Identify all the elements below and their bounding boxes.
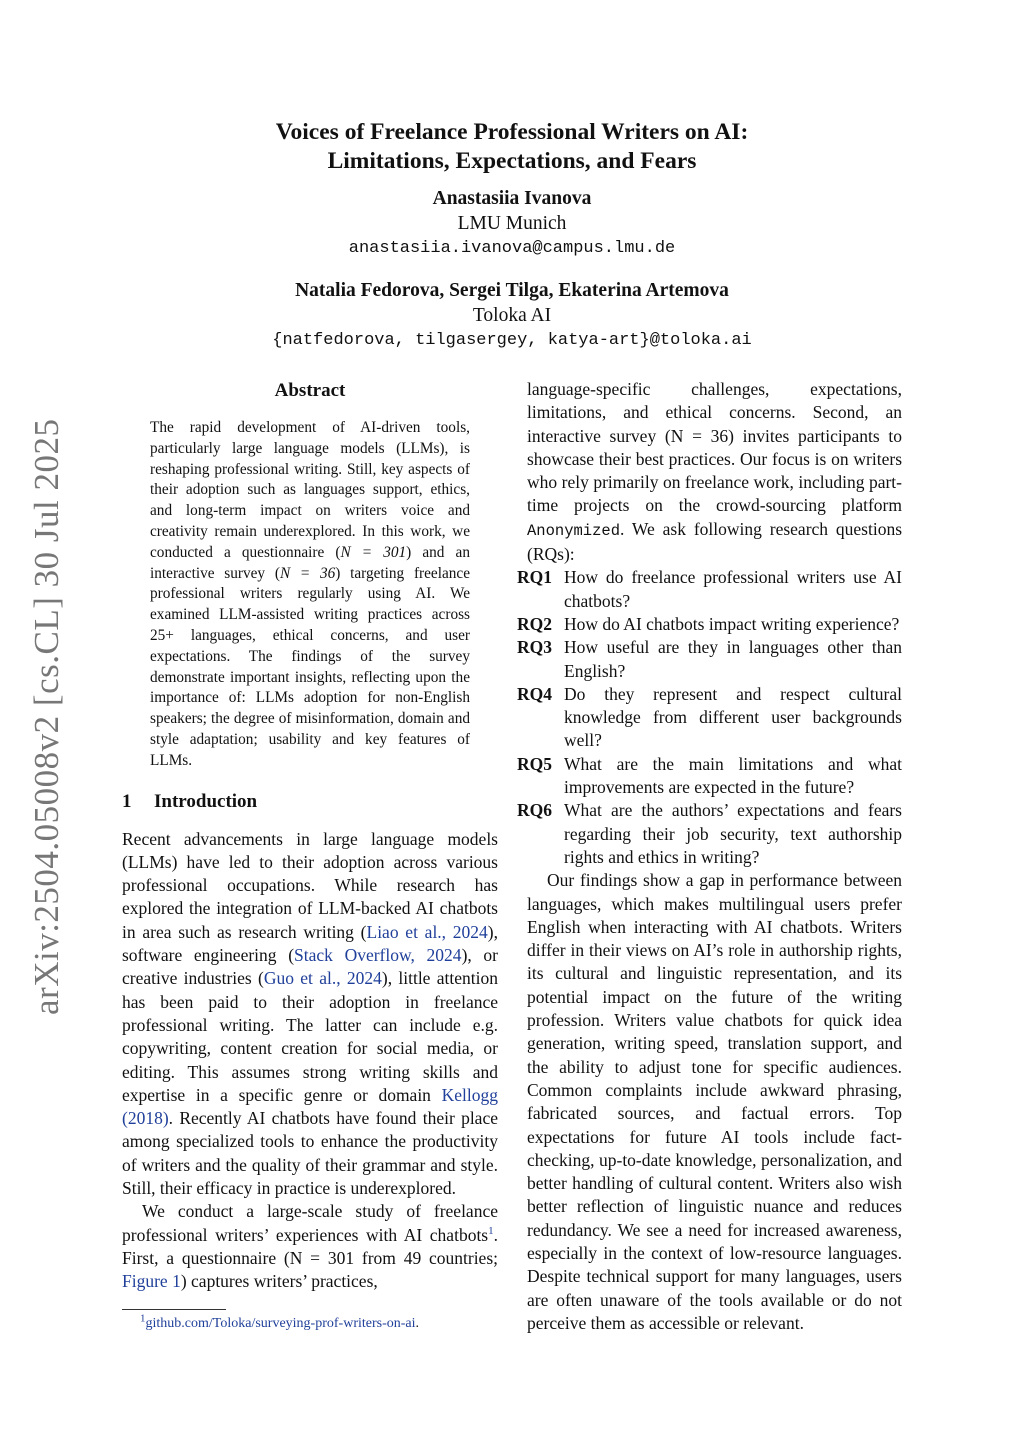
intro-paragraph-1 [122,828,498,1201]
rq-text: What are the main limitations and what improvements are expected in the future? [564,753,902,798]
title-line-2: Limitations, Expectations, and Fears [327,148,697,174]
intro-paragraph-2 [122,1200,498,1293]
author-name: Anastasiia Ivanova [432,188,592,209]
abstract-math: N = 301 [340,543,407,561]
citation-link[interactable]: Kellogg (2018) [122,1084,498,1129]
author-names: Natalia Fedorova, Sergei Tilga, Ekaterina Artemova [295,280,729,301]
research-question [517,753,902,800]
findings-paragraph: Our findings show a gap in performance between languages, which makes multilingual users prefer English when interacting with AI chatbots. Writers differ in their views on AI’s role in authorship rights, its cultural and linguistic representation, and its potential impact on the future of the writing profession. Writers value chatbots for quick idea generation, writing speed, translation support, and the ability to adjust tone for specific audiences. Common complaints include awkward phrasing, fabricated sources, and factual errors. Top expectations for future AI tools include fact-checking, up-to-date knowledge, personalization, and better handling of cultural content. Writers also wish better reflection of linguistic nuance and reduces redundancy. We see a need for increased awareness, especially in the context of low-resource languages. Despite technical support for many languages, users are often unaware of the tools available or do not perceive them as accessible or relevant. [527,870,902,1333]
paragraph-text: . First, a questionnaire (N = 301 from 49 countries; [122,1224,498,1268]
footnote [140,1314,419,1334]
paragraph-text: We conduct a large-scale study of freelance professional writers’ experiences with AI chatbots [122,1201,498,1245]
paragraph-text: ), software engineering ( [122,921,498,966]
platform-name: Anonymized [527,521,621,540]
research-question [517,683,902,753]
intro-paragraph-2-continued [527,378,902,566]
rq-label: RQ6 [517,800,552,821]
research-question [517,799,902,869]
research-question [517,566,902,613]
left-column [122,378,498,1293]
paragraph-text: . We ask following research questions (RQs): [527,518,902,565]
footnote-punctuation: . [415,1316,420,1331]
abstract-text: ) and an interactive survey ( [150,543,470,582]
section-heading-introduction [122,790,498,814]
author-email[interactable]: {natfedorova, tilgasergey, katya-art}@toloka.ai [272,331,752,350]
footnote-number: 1 [140,1312,146,1325]
abstract-heading: Abstract [274,380,346,401]
abstract-text: The rapid development of AI-driven tools, particularly large language models (LLMs), is reshaping professional writing. Still, key aspects of their adoption such as languages support, ethics, and long-term impact on writers voice and creativity remain underexplored. In this work, we conducted a questionnaire ( [150,419,470,561]
author-affiliation: Toloka AI [472,305,552,326]
rq-label: RQ1 [517,567,552,588]
paragraph-text: Recent advancements in large language models (LLMs) have led to their adoption across various professional occupations. While research has explored the integration of LLM-backed AI chatbots in area such as research writing ( [122,828,498,942]
rq-label: RQ4 [517,683,552,704]
rq-label: RQ3 [517,637,552,658]
rq-label: RQ5 [517,753,552,774]
research-questions-list [517,566,902,869]
rq-text: How do AI chatbots impact writing experience? [564,613,900,634]
paragraph-text: ), little attention has been paid to their adoption in freelance professional writing. The latter can include e.g. copywriting, content creation for social media, or editing. This assumes strong writing skills and expertise in a specific genre or domain [122,968,498,1105]
citation-link[interactable]: Liao et al., 2024 [366,921,488,942]
rq-text: Do they represent and respect cultural knowledge from different user backgrounds well? [564,683,902,751]
paper-title [0,118,1024,176]
abstract-body [150,418,470,772]
footnote-marker[interactable]: 1 [488,1224,494,1237]
rq-label: RQ2 [517,613,552,634]
rq-text: What are the authors’ expectations and fears regarding their job security, text authorship rights and ethics in writing? [564,800,902,867]
section-number: 1 [122,790,132,812]
paragraph-text: ) captures writers’ practices, [180,1271,378,1292]
citation-link[interactable]: Guo et al., 2024 [263,968,382,989]
abstract-text: ) targeting freelance professional writers regularly using AI. We examined LLM-assisted writing practices across 25+ languages, ethical concerns, and user expectations. The findings of the survey demonstrate important insights, reflecting upon the importance of: LLMs adoption for non-English speakers; the degree of misinformation, domain and style adaptation; usability and key features of LLMs. [150,564,470,769]
section-title: Introduction [154,790,258,812]
paragraph-text: ), or creative industries ( [122,945,499,989]
footnote-divider [122,1309,226,1310]
citation-link[interactable]: Stack Overflow, 2024 [294,945,462,966]
author-email[interactable]: anastasiia.ivanova@campus.lmu.de [348,239,676,258]
author-block-2 [0,278,1024,353]
title-line-1: Voices of Freelance Professional Writers on AI: [275,119,749,145]
rq-text: How useful are they in languages other than English? [564,637,902,681]
research-question [517,613,902,636]
figure-reference-link[interactable]: Figure 1 [122,1271,181,1292]
paragraph-text: language-specific challenges, expectations, limitations, and ethical concerns. Second, an interactive survey (N = 36) invites participants to showcase their best practices. Our focus is on writers who rely primarily on freelance work, including part-time projects on the crowd-sourcing platform [527,379,902,516]
footnote-link[interactable]: github.com/Toloka/surveying-prof-writers-on-ai [145,1316,416,1331]
rq-text: How do freelance professional writers use AI chatbots? [564,567,902,611]
paragraph-text: . Recently AI chatbots have found their place among specialized tools to enhance the productivity of writers and the quality of their grammar and style. Still, their efficacy in practice is underexplored. [122,1108,498,1198]
right-column [517,378,902,1335]
research-question [517,636,902,683]
abstract-math: N = 36 [279,564,336,582]
author-affiliation: LMU Munich [457,213,567,234]
author-block-1 [0,186,1024,261]
arxiv-identifier: arXiv:2504.05008v2 [cs.CL] 30 Jul 2025 [27,418,66,1015]
